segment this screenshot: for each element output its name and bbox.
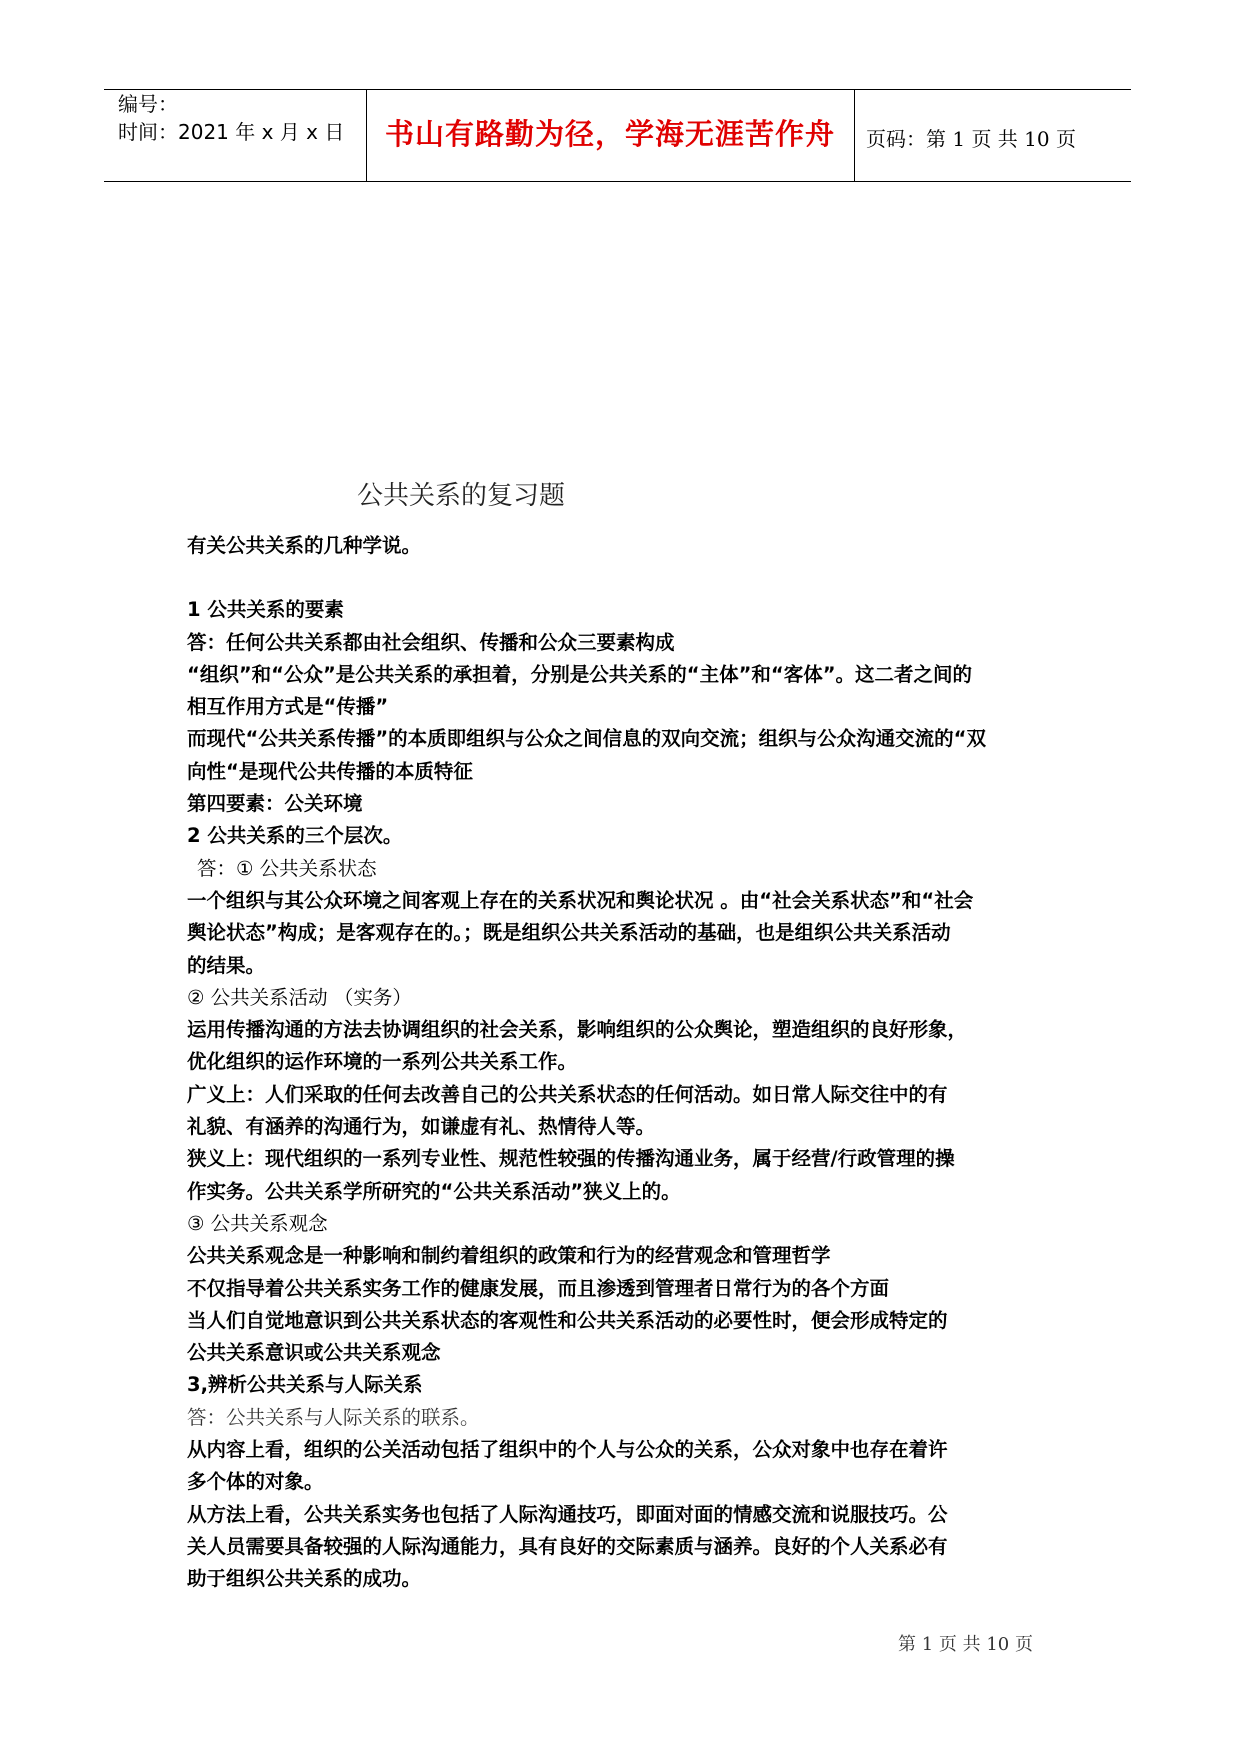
- header-page-code: 页码：第 1 页 共 10 页: [866, 127, 1076, 151]
- subheading-3: ③ 公共关系观念: [187, 1211, 328, 1235]
- paragraph-line: 公共关系意识或公共关系观念: [187, 1341, 441, 1365]
- paragraph-line: 优化组织的运作环境的一系列公共关系工作。: [187, 1050, 578, 1074]
- paragraph-line: 答：任何公共关系都由社会组织、传播和公众三要素构成: [187, 630, 675, 654]
- header-motto: 书山有路勤为径，学海无涯苦作舟: [384, 117, 835, 151]
- paragraph-line: 不仅指导着公共关系实务工作的健康发展，而且渗透到管理者日常行为的各个方面: [187, 1276, 890, 1300]
- paragraph-line: 从方法上看，公共关系实务也包括了人际沟通技巧，即面对面的情感交流和说服技巧。公: [187, 1502, 948, 1526]
- subheading-2: ② 公共关系活动 （实务）: [187, 985, 412, 1009]
- paragraph-line: 第四要素：公关环境: [187, 792, 363, 816]
- page-footer: 第 1 页 共 10 页: [898, 1634, 1033, 1655]
- header-divider-right: [854, 89, 855, 181]
- section-heading-2: 2 公共关系的三个层次。: [187, 824, 403, 848]
- paragraph-line: 作实务。公共关系学所研究的“公共关系活动”狭义上的。: [187, 1179, 681, 1203]
- header-bottom-rule: [104, 181, 1131, 182]
- header-meta: [118, 90, 344, 146]
- paragraph-line: 一个组织与其公众环境之间客观上存在的关系状况和舆论状况 。由“社会关系状态”和“社会: [187, 888, 974, 912]
- intro-line: 有关公共关系的几种学说。: [187, 534, 422, 557]
- section-heading-1: 1 公共关系的要素: [187, 598, 344, 622]
- serial-label: 编号：: [118, 92, 178, 116]
- paragraph-line: 而现代“公共关系传播”的本质即组织与公众之间信息的双向交流；组织与公众沟通交流的“双: [187, 727, 986, 751]
- paragraph-line: 的结果。: [187, 953, 266, 977]
- paragraph-line: 多个体的对象。: [187, 1470, 324, 1494]
- paragraph-line: 礼貌、有涵养的沟通行为，如谦虚有礼、热情待人等。: [187, 1115, 656, 1139]
- document-body: [187, 530, 1067, 1596]
- paragraph-line: 向性“是现代公共传播的本质特征: [187, 759, 473, 783]
- paragraph-line: 相互作用方式是“传播”: [187, 695, 389, 719]
- answer-line: 答：公共关系与人际关系的联系。: [187, 1405, 480, 1429]
- paragraph-line: “组织”和“公众”是公共关系的承担着，分别是公共关系的“主体”和“客体”。这二者之间的: [187, 662, 973, 686]
- paragraph-line: 关人员需要具备较强的人际沟通能力，具有良好的交际素质与涵养。良好的个人关系必有: [187, 1534, 948, 1558]
- paragraph-line: 运用传播沟通的方法去协调组织的社会关系，影响组织的公众舆论，塑造组织的良好形象，: [187, 1018, 968, 1042]
- time-label: 时间：2021 年 x 月 x 日: [118, 120, 345, 144]
- paragraph-line: 公共关系观念是一种影响和制约着组织的政策和行为的经营观念和管理哲学: [187, 1244, 831, 1268]
- paragraph-line: 从内容上看，组织的公关活动包括了组织中的个人与公众的关系，公众对象中也存在着许: [187, 1438, 948, 1462]
- section-heading-3: 3,辨析公共关系与人际关系: [187, 1373, 423, 1397]
- blank-line: [187, 562, 1067, 594]
- answer-heading-1: 答：① 公共关系状态: [197, 856, 377, 880]
- paragraph-line: 舆论状态”构成；是客观存在的。；既是组织公共关系活动的基础，也是组织公共关系活动: [187, 921, 951, 945]
- document-title: 公共关系的复习题: [357, 481, 566, 511]
- paragraph-line: 广义上：人们采取的任何去改善自己的公共关系状态的任何活动。如日常人际交往中的有: [187, 1082, 948, 1106]
- paragraph-line: 狭义上：现代组织的一系列专业性、规范性较强的传播沟通业务，属于经营/行政管理的操: [187, 1147, 955, 1171]
- paragraph-line: 当人们自觉地意识到公共关系状态的客观性和公共关系活动的必要性时，便会形成特定的: [187, 1308, 948, 1332]
- paragraph-line: 助于组织公共关系的成功。: [187, 1567, 422, 1591]
